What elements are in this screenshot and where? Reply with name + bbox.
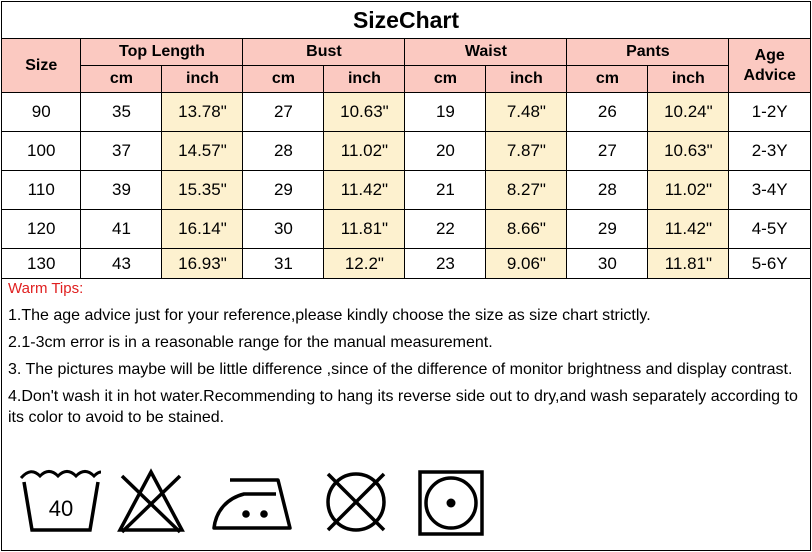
- top-length-inch-cell: 16.14": [162, 210, 243, 249]
- tip-item: 1.The age advice just for your reference,please kindly choose the size as size chart strictly.: [8, 307, 651, 324]
- bust-cm-cell: 30: [243, 210, 324, 249]
- pants-cm-cell: 30: [567, 249, 648, 279]
- group-header-bust: Bust: [243, 39, 405, 66]
- table-row: [2, 93, 810, 132]
- pants-inch-cell: 11.42": [648, 210, 729, 249]
- group-header-waist: Waist: [405, 39, 567, 66]
- bust-cm-cell: 27: [243, 93, 324, 132]
- top-length-cm-cell: 41: [81, 210, 162, 249]
- waist-inch-cell: 9.06": [486, 249, 567, 279]
- unit-cm: cm: [243, 66, 324, 93]
- top-length-cm-cell: 39: [81, 171, 162, 210]
- header-row: [2, 39, 810, 66]
- wash-40-icon: [18, 468, 104, 536]
- size-cell: 120: [2, 210, 81, 249]
- waist-cm-cell: 19: [405, 93, 486, 132]
- bust-inch-cell: 11.81": [324, 210, 405, 249]
- waist-inch-cell: 8.27": [486, 171, 567, 210]
- size-chart-page: [1, 1, 811, 551]
- pants-cm-cell: 29: [567, 210, 648, 249]
- waist-inch-cell: 7.48": [486, 93, 567, 132]
- group-header-top-length: Top Length: [81, 39, 243, 66]
- care-icons: [2, 462, 810, 542]
- size-cell: 130: [2, 249, 81, 279]
- age-cell: 1-2Y: [729, 93, 810, 132]
- table-row: [2, 210, 810, 249]
- bust-inch-cell: 11.42": [324, 171, 405, 210]
- table-row: [2, 171, 810, 210]
- top-length-inch-cell: 13.78": [162, 93, 243, 132]
- age-cell: 2-3Y: [729, 132, 810, 171]
- waist-cm-cell: 20: [405, 132, 486, 171]
- pants-cm-cell: 26: [567, 93, 648, 132]
- page-title: SizeChart: [2, 2, 810, 39]
- bust-inch-cell: 11.02": [324, 132, 405, 171]
- iron-medium-heat-icon: [208, 468, 298, 536]
- top-length-inch-cell: 16.93": [162, 249, 243, 279]
- waist-inch-cell: 8.66": [486, 210, 567, 249]
- top-length-cm-cell: 37: [81, 132, 162, 171]
- do-not-dry-clean-icon: [320, 468, 392, 536]
- tumble-dry-low-icon: [416, 468, 486, 538]
- pants-inch-cell: 10.63": [648, 132, 729, 171]
- waist-inch-cell: 7.87": [486, 132, 567, 171]
- age-advice-header: Age Advice: [729, 39, 810, 93]
- unit-inch: inch: [162, 66, 243, 93]
- top-length-inch-cell: 14.57": [162, 132, 243, 171]
- tip-item: 3. The pictures maybe will be little difference ,since of the difference of monitor brightness and display contrast.: [8, 361, 793, 378]
- warm-tips-section: [2, 279, 810, 428]
- bust-cm-cell: 29: [243, 171, 324, 210]
- size-cell: 110: [2, 171, 81, 210]
- unit-row: [2, 66, 810, 93]
- warm-tips-heading: Warm Tips:: [8, 280, 84, 297]
- unit-inch: inch: [486, 66, 567, 93]
- size-cell: 100: [2, 132, 81, 171]
- waist-cm-cell: 21: [405, 171, 486, 210]
- pants-cm-cell: 27: [567, 132, 648, 171]
- unit-inch: inch: [324, 66, 405, 93]
- tip-item: 2.1-3cm error is in a reasonable range for the manual measurement.: [8, 334, 493, 351]
- size-table: [2, 39, 810, 279]
- top-length-inch-cell: 15.35": [162, 171, 243, 210]
- size-header: Size: [2, 39, 81, 93]
- unit-cm: cm: [81, 66, 162, 93]
- age-cell: 5-6Y: [729, 249, 810, 279]
- pants-inch-cell: 10.24": [648, 93, 729, 132]
- age-cell: 3-4Y: [729, 171, 810, 210]
- table-row: [2, 132, 810, 171]
- bust-inch-cell: 10.63": [324, 93, 405, 132]
- top-length-cm-cell: 43: [81, 249, 162, 279]
- pants-inch-cell: 11.81": [648, 249, 729, 279]
- unit-cm: cm: [567, 66, 648, 93]
- table-row: [2, 249, 810, 279]
- wash-temp-label: 40: [48, 496, 74, 521]
- unit-inch: inch: [648, 66, 729, 93]
- tip-item: 4.Don't wash it in hot water.Recommending to hang its reverse side out to dry,and wash separately according to its color to avoid to be stained.: [8, 388, 798, 426]
- bust-inch-cell: 12.2": [324, 249, 405, 279]
- unit-cm: cm: [405, 66, 486, 93]
- top-length-cm-cell: 35: [81, 93, 162, 132]
- pants-cm-cell: 28: [567, 171, 648, 210]
- waist-cm-cell: 22: [405, 210, 486, 249]
- size-cell: 90: [2, 93, 81, 132]
- bust-cm-cell: 31: [243, 249, 324, 279]
- bust-cm-cell: 28: [243, 132, 324, 171]
- age-cell: 4-5Y: [729, 210, 810, 249]
- do-not-bleach-icon: [116, 468, 186, 536]
- pants-inch-cell: 11.02": [648, 171, 729, 210]
- group-header-pants: Pants: [567, 39, 729, 66]
- waist-cm-cell: 23: [405, 249, 486, 279]
